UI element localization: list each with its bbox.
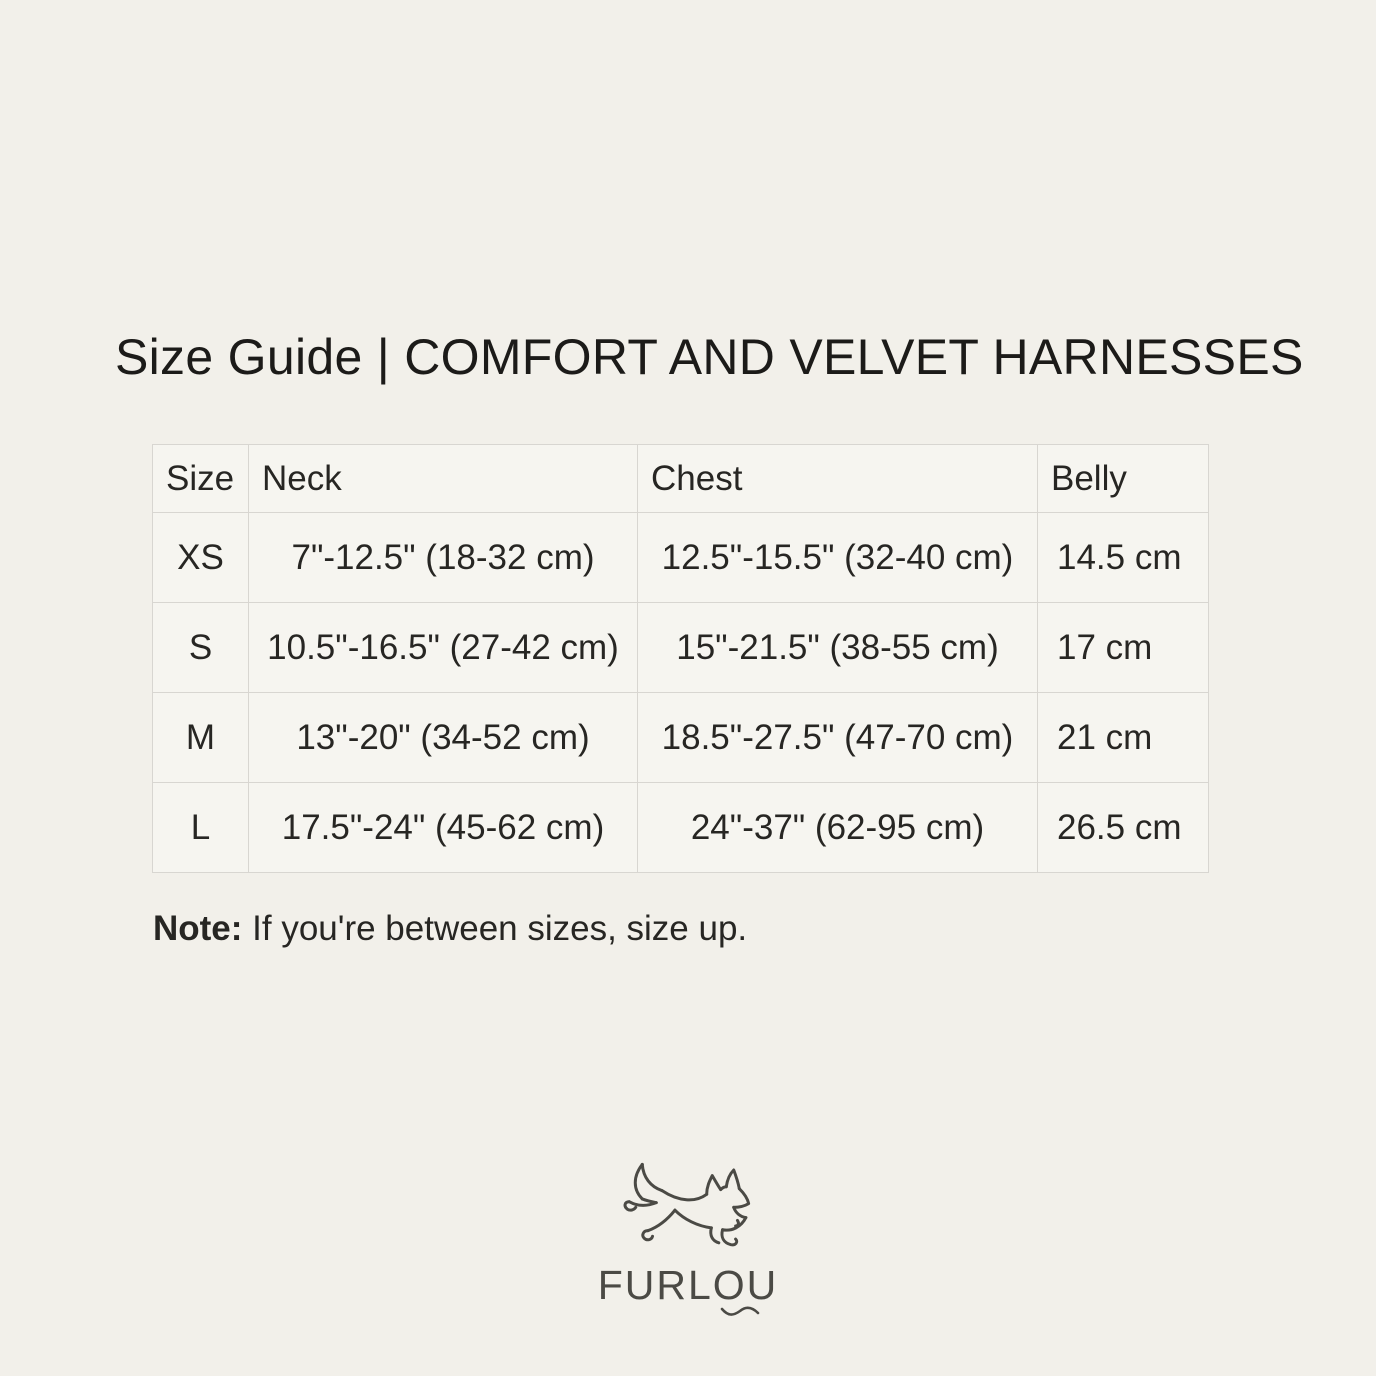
chest-cell: 12.5"-15.5" (32-40 cm) [638,513,1038,603]
chest-cell: 18.5"-27.5" (47-70 cm) [638,693,1038,783]
table-row-l [153,783,1209,873]
table-header-row [153,445,1209,513]
belly-cell: 26.5 cm [1038,783,1209,873]
table-row-xs [153,513,1209,603]
neck-cell: 17.5"-24" (45-62 cm) [249,783,638,873]
logo-o-flourish-icon [719,1304,761,1318]
page-title: Size Guide | COMFORT AND VELVET HARNESSES [115,329,1304,385]
column-header-neck: Neck [249,445,638,513]
column-header-chest: Chest [638,445,1038,513]
leaping-dog-icon [613,1156,763,1254]
brand-wordmark-wrap [598,1262,779,1309]
column-header-belly: Belly [1038,445,1209,513]
size-cell: M [153,693,249,783]
neck-cell: 13"-20" (34-52 cm) [249,693,638,783]
chest-cell: 24"-37" (62-95 cm) [638,783,1038,873]
chest-cell: 15"-21.5" (38-55 cm) [638,603,1038,693]
size-cell: XS [153,513,249,603]
size-cell: L [153,783,249,873]
neck-cell: 7"-12.5" (18-32 cm) [249,513,638,603]
size-note [153,908,747,950]
note-text: If you're between sizes, size up. [242,909,748,948]
table-row-s [153,603,1209,693]
size-guide-table [152,444,1209,873]
neck-cell: 10.5"-16.5" (27-42 cm) [249,603,638,693]
belly-cell: 17 cm [1038,603,1209,693]
size-cell: S [153,603,249,693]
belly-cell: 21 cm [1038,693,1209,783]
belly-cell: 14.5 cm [1038,513,1209,603]
note-label: Note: [153,909,243,948]
furlou-logo [0,1156,1376,1309]
brand-wordmark: FURLOU [597,1262,779,1308]
table-row-m [153,693,1209,783]
column-header-size: Size [153,445,249,513]
